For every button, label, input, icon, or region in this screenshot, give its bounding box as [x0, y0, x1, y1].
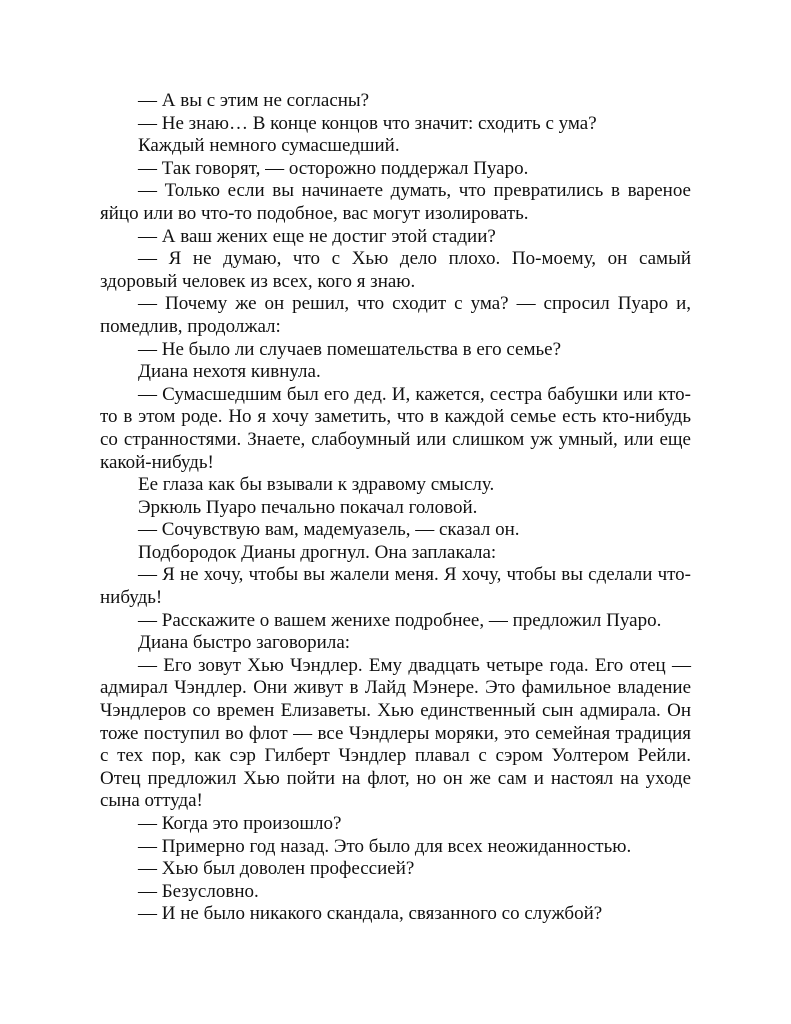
paragraph: — Так говорят, — осторожно поддержал Пуаро. [138, 157, 529, 179]
paragraph: — Расскажите о вашем женихе подробнее, — предложил Пуаро. [138, 609, 662, 631]
page-text [100, 90, 691, 926]
paragraph: — Не знаю… В конце концов что значит: сходить с ума? [138, 112, 597, 134]
paragraph: — Я не думаю, что с Хью дело плохо. По-моему, он самый здоровый человек из всех, кого я знаю. [100, 248, 691, 292]
paragraph: — Только если вы начинаете думать, что превратились в вареное яйцо или во что-то подобное, вас могут изолировать. [100, 180, 691, 224]
paragraph: — Я не хочу, чтобы вы жалели меня. Я хочу, чтобы вы сделали что-нибудь! [100, 564, 691, 609]
paragraph: — А ваш жених еще не достиг этой стадии? [138, 225, 496, 247]
paragraph: — Когда это произошло? [138, 813, 342, 834]
paragraph: — Сочувствую вам, мадемуазель, — сказал он. [138, 519, 520, 541]
paragraph: — Не было ли случаев помешательства в его семье? [138, 338, 562, 360]
paragraph: — Примерно год назад. Это было для всех неожиданностью. [138, 835, 632, 857]
paragraph: Ее глаза как бы взывали к здравому смыслу. [138, 474, 495, 496]
paragraph: — Его зовут Хью Чэндлер. Ему двадцать четыре года. Его отец — адмирал Чэндлер. Они живут в Лайд Мэнере. Это фамильное владение Чэндлеров со времен Елизаветы. Хью единственный сын адмирала. Он тоже поступил во флот — все Чэндлеры моряки, это семейная традиция с тех пор, как сэр Гилберт Чэндлер плавал с сэром Уолтером Рейли. Отец предложил Хью пойти на флот, но он же сам и настоял на уходе сына оттуда! [100, 654, 691, 812]
paragraph: — Сумасшедшим был его дед. И, кажется, сестра бабушки или кто-то в этом роде. Но я хочу заметить, что в каждой семье есть кто-нибудь со странностями. Знаете, слабоумный или слишком уж умный, или еще какой-нибудь! [100, 383, 691, 473]
paragraph: — Хью был доволен профессией? [138, 858, 415, 880]
paragraph: Диана нехотя кивнула. [138, 361, 321, 383]
paragraph: Каждый немного сумасшедший. [138, 135, 400, 157]
paragraph: — А вы с этим не согласны? [138, 90, 370, 111]
paragraph: — Почему же он решил, что сходит с ума? — спросил Пуаро и, помедлив, продолжал: [100, 293, 691, 337]
paragraph: — И не было никакого скандала, связанного со службой? [138, 903, 603, 925]
paragraph: — Безусловно. [138, 880, 259, 902]
paragraph: Эркюль Пуаро печально покачал головой. [138, 496, 478, 518]
paragraph: Диана быстро заговорила: [138, 632, 351, 654]
paragraph: Подбородок Дианы дрогнул. Она заплакала: [138, 541, 497, 563]
